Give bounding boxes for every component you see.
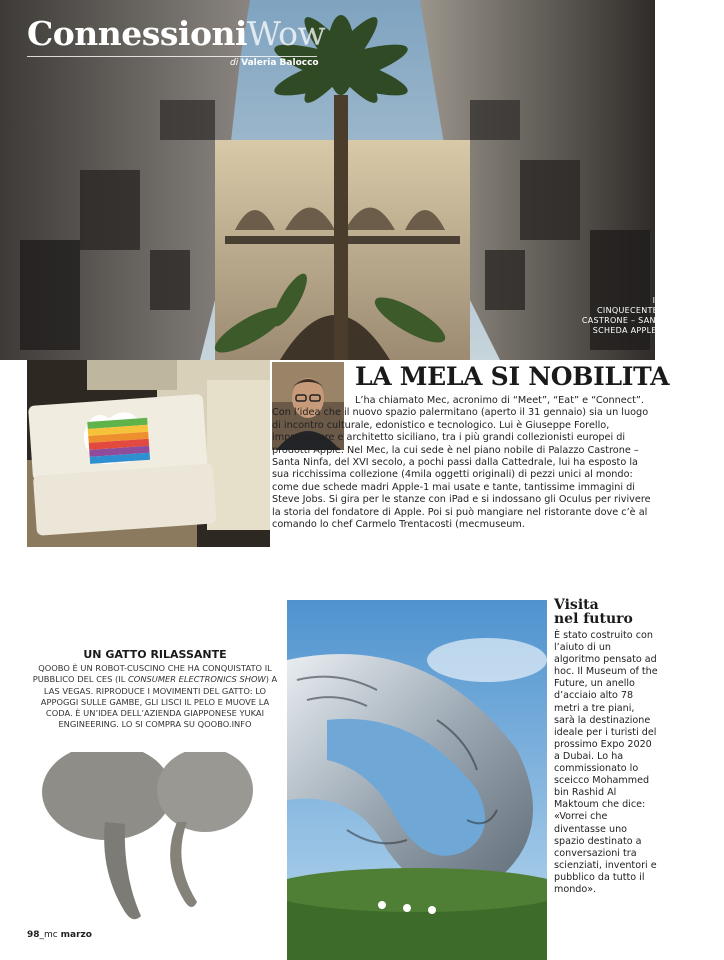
photo-museum-of-the-future	[287, 600, 547, 960]
headline-mela: LA MELA SI NOBILITA	[355, 362, 670, 391]
apple-board-illustration	[27, 360, 270, 547]
page-footer	[27, 930, 92, 940]
cat-body-part2: ) A LAS VEGAS. RIPRODUCE I MOVIMENTI DEL GATTO: LO APPOGGI SULLE GAMBE, GLI LISCI IL PELO E MUOVE LA CODA. È UN’IDEA DELL’AZIENDA GIAPPONESE YUKAI ENGINEERING. LO SI COMPRA SU QOOBO.INFO	[40, 674, 278, 730]
section-brand	[27, 14, 325, 53]
photo-qoobo-robot	[27, 752, 285, 934]
hero-caption: IL CORTILE DEL CINQUECENTESCO PALAZZO CASTRONE – SANTA NINFA, UNA SCHEDA APPLE-1 E GIUSEPPE FORELLO.	[581, 296, 718, 345]
article-body-mec: L’ha chiamato Mec, acronimo di “Meet”, “Eat” e “Connect”. Con l’idea che il nuovo spazio palermitano (aperto il 31 gennaio) sia un luogo di incontro culturale, edonistico e tecnologico. Lui è Giuseppe Forello, imprenditore e architetto siciliano, tra i più grandi collezionisti europei di prodotti Apple. Nel Mec, la cui sede è nel piano nobile di Palazzo Castrone – Santa Ninfa, del XVI secolo, a pochi passi dalla Cattedrale, lui ha esposto la sua ricchissima collezione (4mila oggetti originali) di pezzi unici al mondo: come due schede madri Apple-1 mai usate e tante, tantissime immagini di Steve Jobs. Si gira per le stanze con iPad e si indossano gli Oculus per rivivere la storia del fondatore di Apple. Poi si può mangiare nel ristorante dove c’è al comando lo chef Carmelo Trentacosti (mecmuseum.	[272, 395, 651, 531]
visit-title-line2: nel futuro	[554, 611, 633, 627]
courtyard-illustration	[0, 0, 655, 360]
issue-month: marzo	[60, 930, 92, 940]
magazine-name: _mc	[39, 930, 58, 940]
page-number: 98	[27, 930, 40, 940]
cat-body-italic: CONSUMER ELECTRONICS SHOW	[128, 674, 266, 685]
hero-photo-courtyard	[0, 0, 655, 360]
cat-body-part1: QOOBO È UN ROBOT-CUSCINO CHE HA CONQUISTATO IL PUBBLICO DEL CES (IL	[32, 663, 272, 685]
visit-title-line1: Visita	[554, 597, 599, 613]
cat-title: UN GATTO RILASSANTE	[83, 648, 227, 661]
visit-body: È stato costruito con l’aiuto di un algoritmo pensato ad hoc. Il Museum of the Future, un anello d’acciaio alto 78 metri a tre piani, sarà la destinazione ideale per i turisti del prossimo Expo 2020 a Dubai. Lo ha commissionato lo sceicco Mohammed bin Rashid Al Maktoum che dice: «Vorrei che diventasse uno spazio destinato a conversazioni tra scienziati, inventori e pubblico da tutto il mondo».	[554, 630, 658, 895]
byline-prefix: di	[230, 58, 239, 68]
byline	[230, 58, 319, 68]
brand-accent: Wow	[247, 14, 326, 53]
photo-apple-1-board	[27, 360, 270, 547]
qoobo-illustration	[27, 752, 285, 934]
byline-author: Valeria Balocco	[241, 58, 319, 68]
brand-rule	[27, 56, 317, 57]
cat-body	[30, 663, 280, 731]
brand-name: Connessioni	[27, 14, 247, 53]
visit-title	[554, 598, 633, 626]
museum-illustration	[287, 600, 547, 960]
